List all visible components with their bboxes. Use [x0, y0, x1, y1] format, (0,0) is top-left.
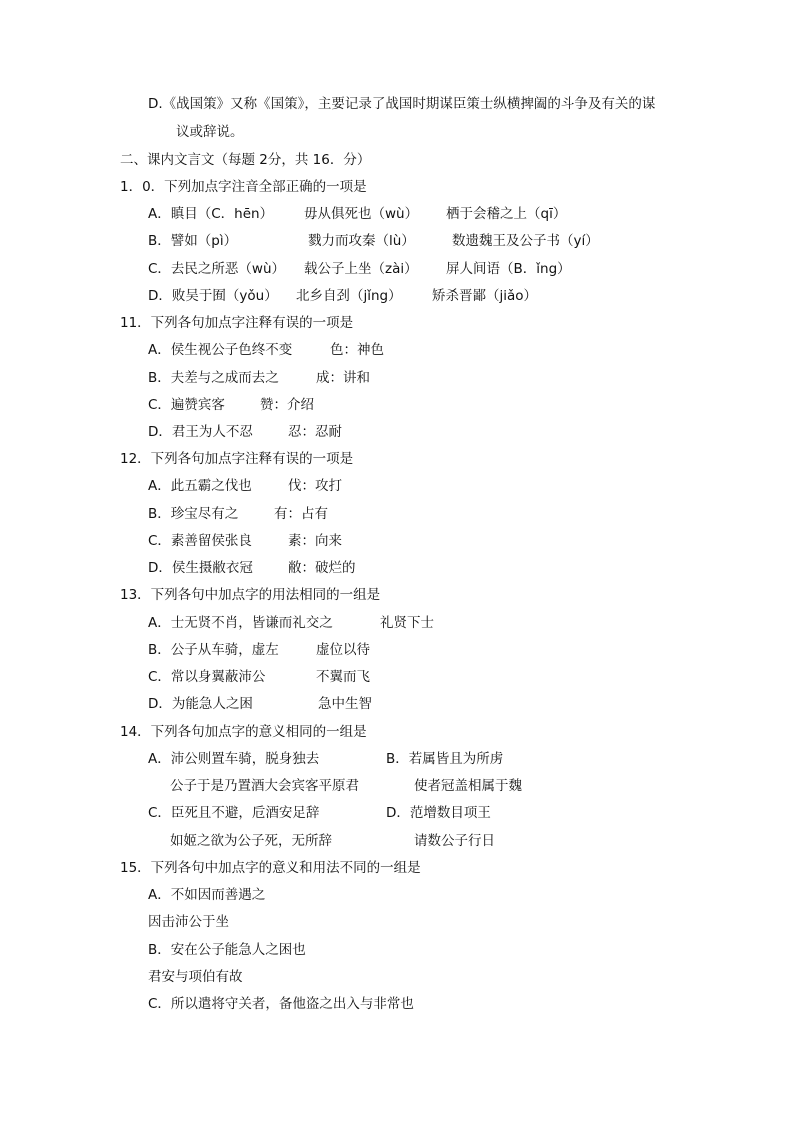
q13-c-phrase: 不翼而飞	[316, 669, 370, 685]
q11-d-sentence: D．君王为人不忍	[148, 424, 253, 440]
q13-c-sentence: C．常以身翼蔽沛公	[148, 669, 266, 685]
q11-b-gloss: 成：讲和	[316, 370, 370, 386]
q14-option-d-line1: D．范增数目项王	[386, 805, 491, 821]
q10-b-item1: B．譬如（pì）	[148, 233, 238, 249]
q14-option-b-line1: B．若属皆且为所虏	[386, 751, 504, 767]
q14-option-c-line1: C．臣死且不避，卮酒安足辞	[148, 805, 320, 821]
q11-c-gloss: 赞：介绍	[260, 397, 314, 413]
q14-option-c-line2: 如姬之欲为公子死，无所辞	[170, 833, 332, 849]
q15-stem: 15．下列各句中加点字的意义和用法不同的一组是	[120, 860, 421, 876]
q10-a-item1: A．瞋目（C．hēn）	[148, 206, 274, 222]
q12-stem: 12．下列各句加点字注释有误的一项是	[120, 451, 354, 467]
q13-b-sentence: B．公子从车骑，虚左	[148, 642, 279, 658]
q15-option-c-line1: C．所以遣将守关者，备他盗之出入与非常也	[148, 996, 414, 1012]
q12-d-gloss: 敝：破烂的	[288, 560, 356, 576]
q10-d-item3: 矫杀晋鄙（jiǎo）	[432, 288, 538, 304]
q13-d-phrase: 急中生智	[318, 696, 372, 712]
q10-c-item1: C．去民之所恶（wù）	[148, 261, 286, 277]
q13-a-sentence: A．士无贤不肖，皆谦而礼交之	[148, 615, 333, 631]
q12-c-gloss: 素：向来	[288, 533, 342, 549]
q14-option-a-line1: A．沛公则置车骑，脱身独去	[148, 751, 320, 767]
q14-option-d-line2: 请数公子行日	[414, 833, 495, 849]
q11-a-sentence: A．侯生视公子色终不变	[148, 342, 293, 358]
q12-c-sentence: C．素善留侯张良	[148, 533, 252, 549]
q11-a-gloss: 色：神色	[330, 342, 384, 358]
q11-d-gloss: 忍：忍耐	[288, 424, 342, 440]
q10-a-item2: 毋从俱死也（wù）	[304, 206, 419, 222]
q13-d-sentence: D．为能急人之困	[148, 696, 253, 712]
q12-b-sentence: B．珍宝尽有之	[148, 506, 239, 522]
q10-d-item2: 北乡自刭（jǐng）	[296, 288, 402, 304]
q15-option-b-line2: 君安与项伯有故	[148, 969, 243, 985]
q15-option-a-line1: A．不如因而善遇之	[148, 887, 266, 903]
q14-stem: 14．下列各句加点字的意义相同的一组是	[120, 724, 367, 740]
q14-option-a-line2: 公子于是乃置酒大会宾客平原君	[170, 778, 359, 794]
q11-stem: 11．下列各句加点字注释有误的一项是	[120, 315, 354, 331]
prev-option-d-line2: 议或辞说。	[176, 124, 244, 140]
q12-a-sentence: A．此五霸之伐也	[148, 478, 252, 494]
q10-b-item3: 数遗魏王及公子书（yí）	[452, 233, 599, 249]
q13-b-phrase: 虚位以待	[316, 642, 370, 658]
q13-a-phrase: 礼贤下士	[380, 615, 434, 631]
q10-stem: 1．0．下列加点字注音全部正确的一项是	[120, 179, 367, 195]
q12-b-gloss: 有：占有	[274, 506, 328, 522]
q10-c-item3: 屏人间语（B．ǐng）	[446, 261, 571, 277]
q12-d-sentence: D．侯生摄敝衣冠	[148, 560, 253, 576]
q12-a-gloss: 伐：攻打	[288, 478, 342, 494]
q15-option-a-line2: 因击沛公于坐	[148, 914, 229, 930]
q10-c-item2: 载公子上坐（zài）	[304, 261, 418, 277]
section-heading: 二、课内文言文（每题 2分，共 16．分）	[120, 152, 371, 168]
q10-a-item3: 栖于会稽之上（qī）	[446, 206, 567, 222]
q10-d-item1: D．败吴于囿（yǒu）	[148, 288, 278, 304]
q14-option-b-line2: 使者冠盖相属于魏	[414, 778, 522, 794]
q11-b-sentence: B．夫差与之成而去之	[148, 370, 279, 386]
q15-option-b-line1: B．安在公子能急人之困也	[148, 942, 306, 958]
q11-c-sentence: C．遍赞宾客	[148, 397, 225, 413]
q13-stem: 13．下列各句中加点字的用法相同的一组是	[120, 587, 381, 603]
prev-option-d-line1: D.《战国策》又称《国策》，主要记录了战国时期谋臣策士纵横捭阖的斗争及有关的谋	[148, 96, 656, 112]
q10-b-item2: 戮力而攻秦（lù）	[308, 233, 415, 249]
